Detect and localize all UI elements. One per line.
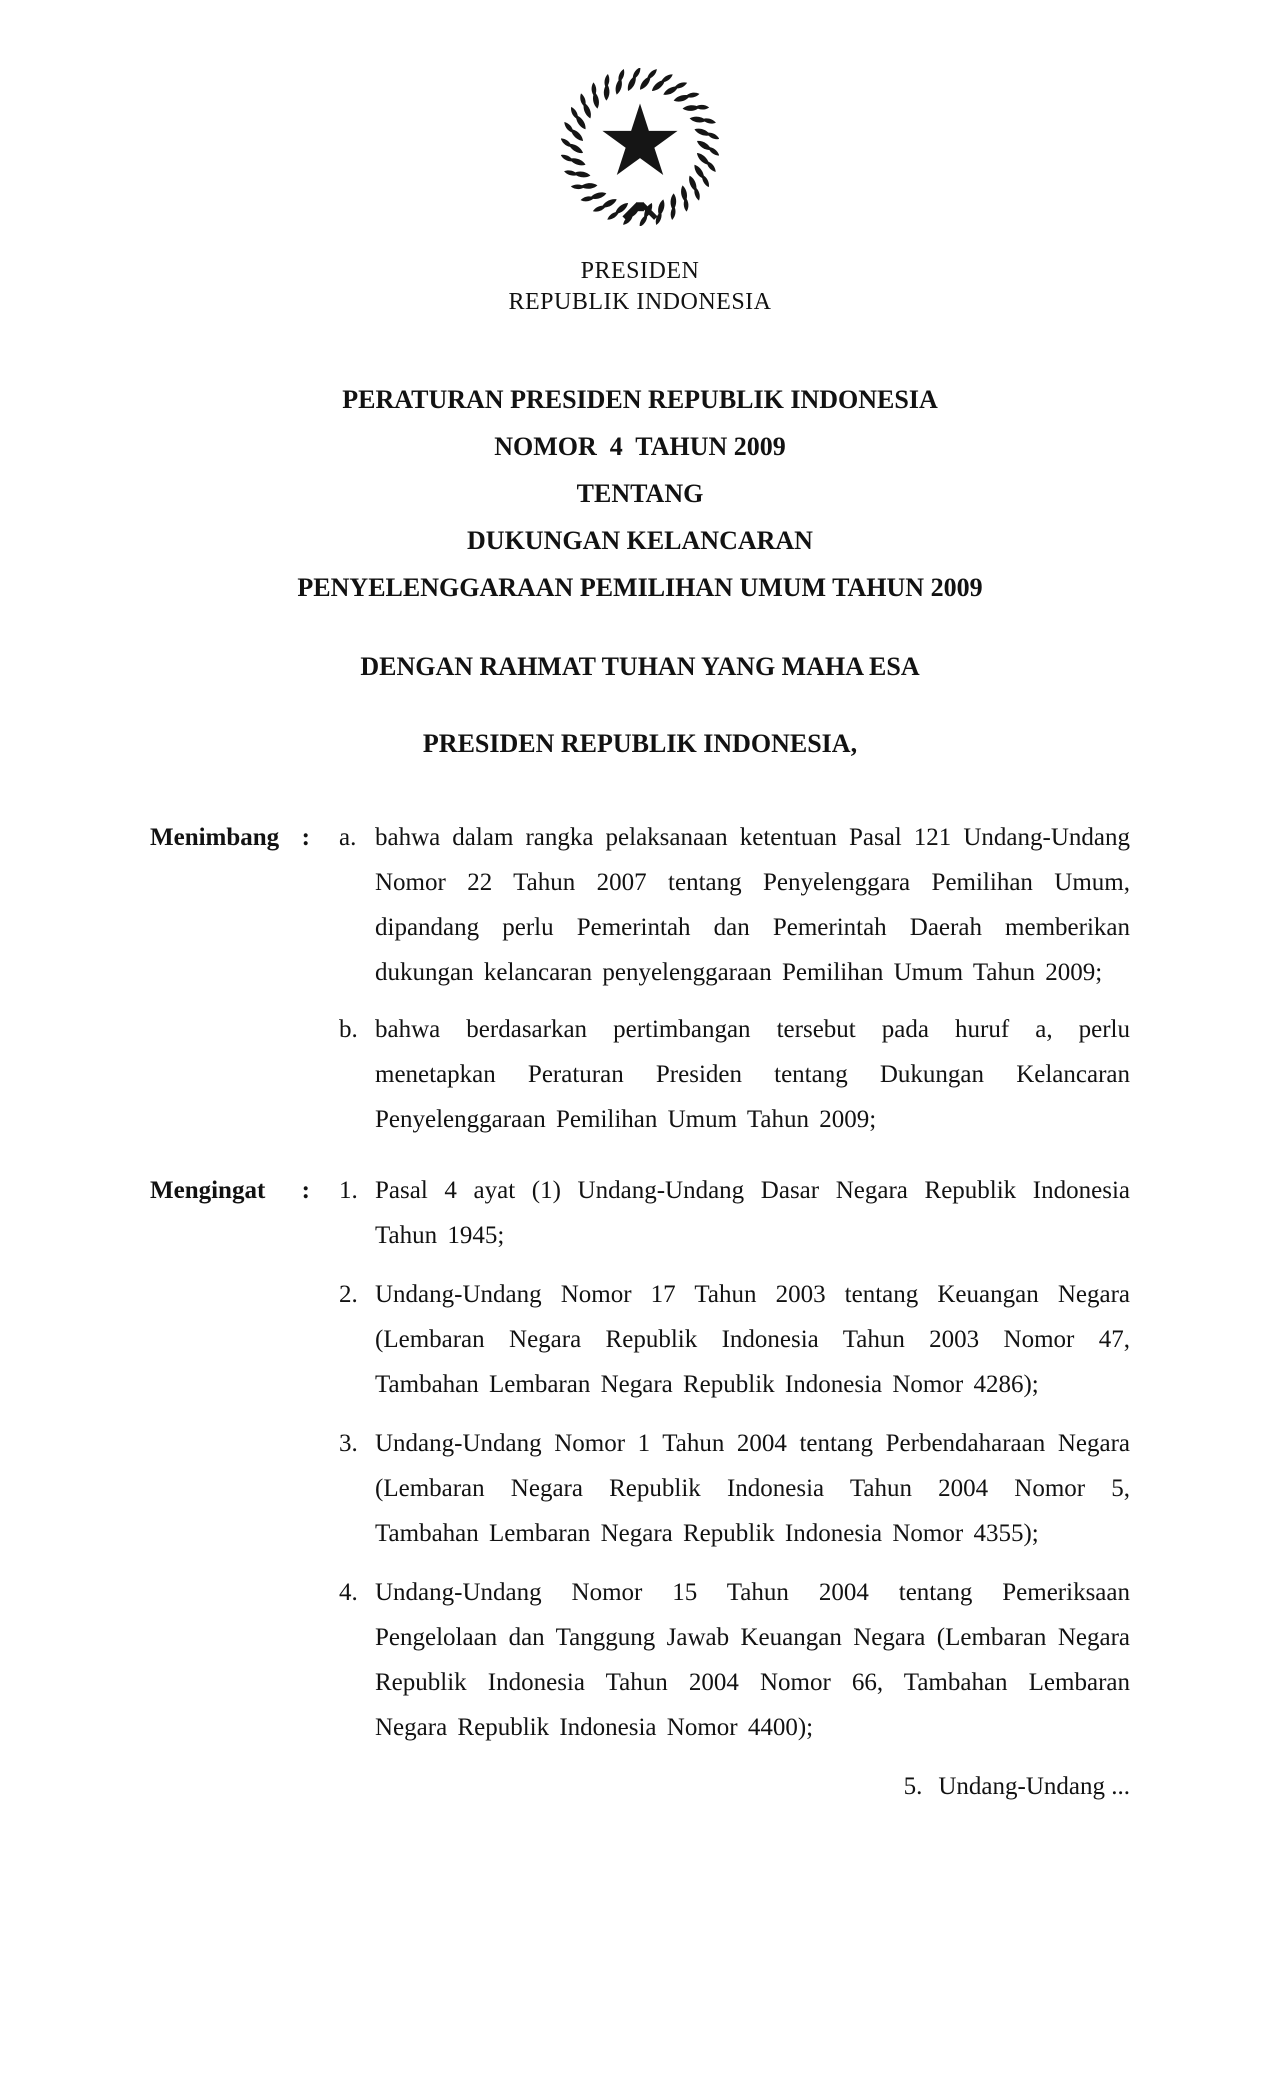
clause-item — [339, 1168, 1130, 1258]
catchword-text: Undang-Undang ... — [938, 1773, 1130, 1800]
mengingat-label-text: Mengingat — [150, 1177, 266, 1204]
regulation-title-block — [150, 376, 1130, 611]
menimbang-label-text: Menimbang — [150, 824, 280, 851]
preamble-clauses — [150, 815, 1130, 1809]
item-marker: a. — [339, 824, 357, 851]
clause-item — [339, 1570, 1130, 1750]
mengingat-item-4 — [150, 1570, 1130, 1750]
item-marker: b. — [339, 1016, 358, 1043]
clause-item — [339, 1007, 1130, 1142]
title-line-tentang: TENTANG — [576, 479, 704, 508]
presidential-star-wreath-emblem-icon — [561, 68, 719, 226]
item-text: Undang-Undang Nomor 17 Tahun 2003 tentang Keuangan Negara (Lembaran Negara Republik Indonesia Tahun 2003 Nomor 47, Tambahan Lembaran Negara Republik Indonesia Nomor 4286); — [375, 1281, 1130, 1398]
menimbang-label — [150, 815, 310, 860]
issuing-authority-line: PRESIDEN REPUBLIK INDONESIA, — [422, 729, 858, 758]
menimbang-item-a — [150, 815, 1130, 995]
mengingat-item-1 — [150, 1168, 1130, 1258]
title-line-peraturan: PERATURAN PRESIDEN REPUBLIK INDONESIA — [342, 385, 938, 414]
clause-item — [339, 815, 1130, 995]
mengingat-colon: : — [301, 1177, 310, 1204]
menimbang-section — [150, 815, 1130, 1142]
item-text: bahwa dalam rangka pelaksanaan ketentuan Pasal 121 Undang-Undang Nomor 22 Tahun 2007 tentang Penyelenggara Pemilihan Umum, dipandang perlu Pemerintah dan Pemerintah Daerah memberikan dukungan kelancaran penyelenggaraan Pemilihan Umum Tahun 2009; — [375, 824, 1130, 986]
menimbang-item-b — [150, 1007, 1130, 1142]
letterhead — [150, 256, 1130, 318]
mengingat-item-2 — [150, 1272, 1130, 1407]
menimbang-colon: : — [301, 824, 310, 851]
mengingat-label — [150, 1168, 310, 1213]
catchword-line — [150, 1764, 1130, 1809]
item-marker: 2. — [339, 1281, 358, 1308]
clause-item — [339, 1272, 1130, 1407]
mengingat-section — [150, 1168, 1130, 1750]
star-icon — [602, 104, 677, 175]
item-text: Undang-Undang Nomor 1 Tahun 2004 tentang Perbendaharaan Negara (Lembaran Negara Republik Indonesia Tahun 2004 Nomor 5, Tambahan Lembaran Negara Republik Indonesia Nomor 4355); — [375, 1430, 1130, 1547]
item-text: bahwa berdasarkan pertimbangan tersebut pada huruf a, perlu menetapkan Peraturan Presiden tentang Dukungan Kelancaran Penyelenggaraan Pemilihan Umum Tahun 2009; — [375, 1016, 1130, 1133]
letterhead-line-presiden: PRESIDEN — [580, 258, 700, 284]
page-content — [0, 68, 1275, 1809]
title-line-subject-2: PENYELENGGARAAN PEMILIHAN UMUM TAHUN 2009 — [297, 573, 983, 602]
item-marker: 1. — [339, 1177, 358, 1204]
item-marker: 3. — [339, 1430, 358, 1457]
item-marker: 4. — [339, 1579, 358, 1606]
clause-item — [339, 1421, 1130, 1556]
item-text: Undang-Undang Nomor 15 Tahun 2004 tentang Pemeriksaan Pengelolaan dan Tanggung Jawab Keuangan Negara (Lembaran Negara Republik Indonesia Tahun 2004 Nomor 66, Tambahan Lembaran Negara Republik Indonesia Nomor 4400); — [375, 1579, 1130, 1741]
title-line-nomor-tahun: NOMOR 4 TAHUN 2009 — [494, 432, 786, 461]
letterhead-line-republik-indonesia: REPUBLIK INDONESIA — [508, 289, 772, 315]
title-line-subject-1: DUKUNGAN KELANCARAN — [467, 526, 813, 555]
invocation-line: DENGAN RAHMAT TUHAN YANG MAHA ESA — [360, 652, 920, 681]
catchword-marker: 5. — [903, 1773, 923, 1800]
mengingat-item-3 — [150, 1421, 1130, 1556]
item-text: Pasal 4 ayat (1) Undang-Undang Dasar Negara Republik Indonesia Tahun 1945; — [375, 1177, 1130, 1249]
